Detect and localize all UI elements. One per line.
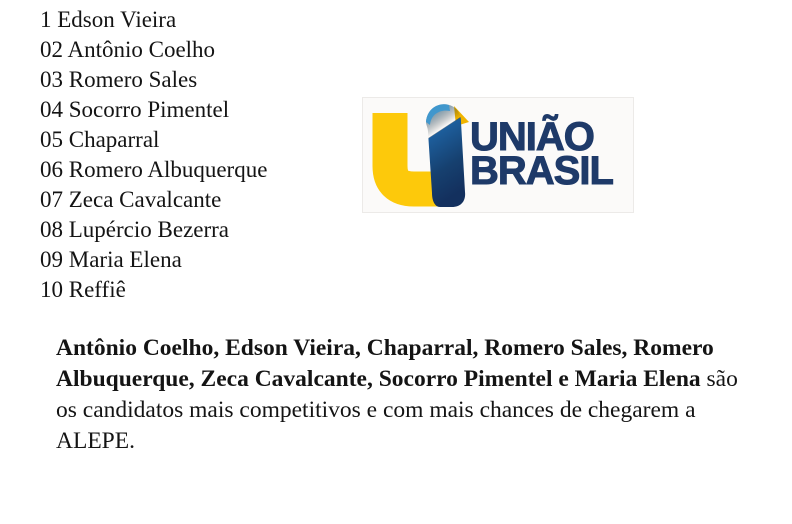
list-item: 10 Reffiê xyxy=(40,277,126,302)
list-item: 09 Maria Elena xyxy=(40,247,182,272)
summary-paragraph xyxy=(56,333,738,457)
summary-bold-names: Antônio Coelho, Edson Vieira, Chaparral, Romero Sales, Romero Albuquerque, Zeca Cavalcante, Socorro Pimentel e Maria Elena xyxy=(56,335,714,392)
list-item: 08 Lupércio Bezerra xyxy=(40,217,230,242)
list-item: 1 Edson Vieira xyxy=(40,7,177,32)
uniao-brasil-logo xyxy=(362,97,634,213)
summary-regular-text: são os candidatos mais competitivos e com mais chances de chegarem a ALEPE. xyxy=(56,366,738,454)
wordmark-line-brasil: BRASIL xyxy=(470,149,613,193)
list-item: 06 Romero Albuquerque xyxy=(40,157,268,182)
list-item: 02 Antônio Coelho xyxy=(40,37,216,62)
uniao-brasil-wordmark xyxy=(470,115,613,193)
list-item: 07 Zeca Cavalcante xyxy=(40,187,222,212)
list-item: 04 Socorro Pimentel xyxy=(40,97,230,122)
uniao-brasil-u-icon xyxy=(368,100,470,212)
wordmark-line-uniao: UNIÃO xyxy=(470,115,594,159)
list-item: 03 Romero Sales xyxy=(40,67,198,92)
list-item: 05 Chaparral xyxy=(40,127,160,152)
candidate-list xyxy=(40,5,267,305)
